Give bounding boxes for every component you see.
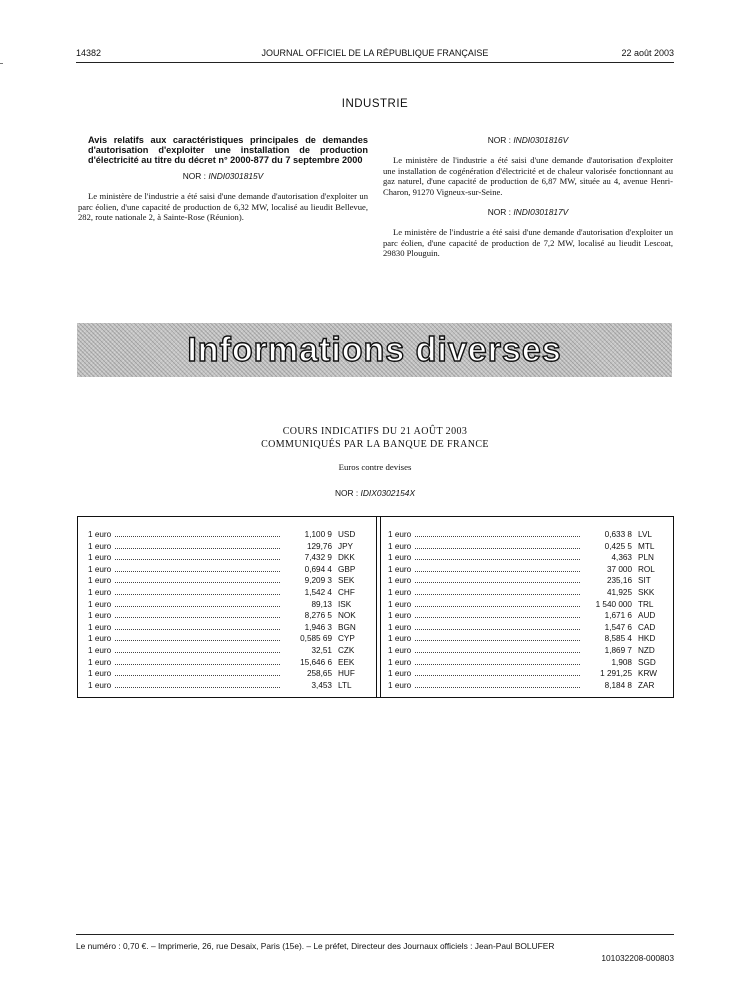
rate-value: 8,184 8 [604,680,632,690]
currency-code: SIT [638,576,651,586]
rate-row [388,633,668,645]
rate-value: 235,16 [606,576,632,586]
currency-code: SGD [638,657,656,667]
cours-subtitle: Euros contre devises [338,462,412,472]
rate-label: 1 euro [388,541,412,551]
rate-label: 1 euro [388,553,412,563]
cours-title-line1: COURS INDICATIFS DU 21 AOÛT 2003 [282,426,468,437]
rate-row [88,552,368,564]
dot-leader [115,687,280,688]
rate-row [88,541,368,553]
rate-label: 1 euro [88,541,112,551]
rate-value: 41,925 [606,587,632,597]
rate-value: 32,51 [311,645,332,655]
avis-text: Le ministère de l'industrie a été saisi d'une demande d'autorisation d'exploiter un parc éolien, d'une capacité de production de 7,2 MW, localisé au lieudit Lescoat, 29830 Plouguin. [383,227,673,258]
table-divider [376,517,381,697]
nor-reference [383,207,673,217]
rate-row [388,610,668,622]
nor-reference [383,135,673,145]
currency-code: LVL [638,530,652,539]
dot-leader [115,629,280,630]
dot-leader [115,617,280,618]
page-footer [76,941,674,963]
rate-label: 1 euro [388,587,412,597]
nor-label: NOR : [487,135,511,145]
nor-code: IDIX0302154X [360,488,416,498]
dot-leader [415,594,580,595]
rate-row [388,599,668,611]
dot-leader [415,652,580,653]
rate-label: 1 euro [88,669,112,679]
dot-leader [115,559,280,560]
exchange-rate-table [77,516,674,698]
issue-date: 22 août 2003 [621,48,674,58]
dot-leader [415,536,580,537]
rate-row [88,622,368,634]
cours-title [76,425,674,451]
rate-row [388,575,668,587]
currency-code: CYP [338,634,355,644]
rate-row [88,657,368,669]
currency-code: GBP [338,564,356,574]
rate-row [88,633,368,645]
currency-code: NOK [338,611,356,621]
currency-code: HKD [638,634,656,644]
dot-leader [415,629,580,630]
currency-code: LTL [338,680,352,690]
rate-label: 1 euro [388,645,412,655]
rate-row [388,668,668,680]
dot-leader [415,559,580,560]
rate-label: 1 euro [88,599,112,609]
dot-leader [415,548,580,549]
rate-row [388,645,668,657]
rate-label: 1 euro [388,634,412,644]
journal-title: JOURNAL OFFICIEL DE LA RÉPUBLIQUE FRANÇAISE [261,48,489,58]
rate-value: 1,908 [611,657,632,667]
rate-label: 1 euro [88,530,112,539]
dot-leader [415,582,580,583]
rate-value: 1,946 3 [304,622,332,632]
avis-text: Le ministère de l'industrie a été saisi d'une demande d'autorisation d'exploiter une installation de cogénération d'électricité et de chaleur valorisée fonctionnant au gaz naturel, d'une capacité de production de 6,87 MW, située au 4, avenue Henri-Charon, 91270 Vigneux-sur-Seine. [383,155,673,197]
rate-value: 0,425 5 [604,541,632,551]
rate-value: 3,453 [311,680,332,690]
nor-code: INDI0301815V [208,171,264,181]
currency-code: EEK [338,657,355,667]
dot-leader [115,675,280,676]
rate-value: 0,633 8 [604,530,632,539]
nor-code: INDI0301817V [513,207,569,217]
dot-leader [115,606,280,607]
rate-label: 1 euro [88,576,112,586]
rate-label: 1 euro [388,530,412,539]
currency-code: MTL [638,541,655,551]
rate-row [388,622,668,634]
rate-value: 1,542 4 [304,587,332,597]
nor-code: INDI0301816V [513,135,569,145]
rate-label: 1 euro [388,611,412,621]
rate-row [388,529,668,541]
rate-label: 1 euro [88,553,112,563]
currency-code: SKK [638,587,655,597]
rate-row [388,657,668,669]
rate-value: 1,869 7 [604,645,632,655]
dot-leader [115,571,280,572]
rate-row [88,610,368,622]
rate-label: 1 euro [388,657,412,667]
rate-label: 1 euro [388,622,412,632]
rate-row [88,564,368,576]
rate-row [88,599,368,611]
currency-code: HUF [338,669,355,679]
currency-code: KRW [638,669,657,679]
currency-code: CAD [638,622,656,632]
rate-label: 1 euro [88,657,112,667]
currency-code: NZD [638,645,655,655]
rate-row [88,668,368,680]
nor-label: NOR : [487,207,511,217]
rate-row [388,587,668,599]
rate-label: 1 euro [388,564,412,574]
dot-leader [115,594,280,595]
currency-code: JPY [338,541,354,551]
cours-nor [76,488,674,498]
currency-code: CZK [338,645,355,655]
nor-label: NOR : [182,171,206,181]
footer-text: Le numéro : 0,70 €. – Imprimerie, 26, rue Desaix, Paris (15e). – Le préfet, Directeur des Journaux officiels : Jean-Paul BOLUFER [76,941,555,951]
nor-reference [78,171,368,181]
rate-row [88,587,368,599]
rate-row [88,645,368,657]
informations-diverses-banner [77,323,672,377]
rate-value: 1,671 6 [604,611,632,621]
rate-value: 0,585 69 [300,634,332,644]
rates-right-column [388,529,668,691]
rate-row [388,552,668,564]
rate-label: 1 euro [88,634,112,644]
rate-row [388,564,668,576]
avis-title: Avis relatifs aux caractéristiques principales de demandes d'autorisation d'exploiter une installation de production d'électricité au titre du décret n° 2000-877 du 7 septembre 2000 [88,135,368,165]
rate-label: 1 euro [88,587,112,597]
rate-value: 89,13 [311,599,332,609]
rate-value: 1 291,25 [600,669,632,679]
dot-leader [415,664,580,665]
left-column [78,135,368,233]
dot-leader [115,664,280,665]
currency-code: ROL [638,564,655,574]
dot-leader [115,582,280,583]
rate-value: 8,585 4 [604,634,632,644]
dot-leader [415,617,580,618]
rate-row [388,541,668,553]
currency-code: SEK [338,576,355,586]
rate-value: 1 540 000 [595,599,632,609]
rate-label: 1 euro [388,669,412,679]
dot-leader [115,640,280,641]
rate-value: 7,432 9 [304,553,332,563]
rate-label: 1 euro [388,680,412,690]
banner-text: Informations diverses [187,330,562,369]
rate-label: 1 euro [88,622,112,632]
currency-code: ZAR [638,680,655,690]
rate-label: 1 euro [388,576,412,586]
right-column [383,135,673,269]
dot-leader [415,675,580,676]
rate-value: 129,76 [306,541,332,551]
rate-value: 258,65 [306,669,332,679]
rate-value: 37 000 [606,564,632,574]
dot-leader [415,571,580,572]
rate-label: 1 euro [88,645,112,655]
header-rule [76,62,674,63]
dot-leader [415,687,580,688]
rate-label: 1 euro [88,680,112,690]
rate-value: 8,276 5 [304,611,332,621]
currency-code: AUD [638,611,656,621]
rate-value: 1,100 9 [304,530,332,539]
dot-leader [115,536,280,537]
rate-value: 9,209 3 [304,576,332,586]
section-title: INDUSTRIE [341,98,409,110]
currency-code: ISK [338,599,352,609]
rate-value: 4,363 [611,553,632,563]
currency-code: USD [338,530,356,539]
avis-text: Le ministère de l'industrie a été saisi d'une demande d'autorisation d'exploiter un parc éolien, d'une capacité de production de 6,32 MW, localisé au lieudit Bellevue, 282, route nationale 2, à Sainte-Rose (Réunion). [78,191,368,222]
rate-value: 1,547 6 [604,622,632,632]
currency-code: PLN [638,553,654,563]
rate-row [88,575,368,587]
page-number: 14382 [76,48,102,58]
currency-code: BGN [338,622,356,632]
rate-row [388,680,668,692]
rate-value: 15,646 6 [300,657,332,667]
dot-leader [115,548,280,549]
margin-mark [0,63,3,64]
rate-label: 1 euro [88,611,112,621]
rate-value: 0,694 4 [304,564,332,574]
currency-code: DKK [338,553,355,563]
nor-label: NOR : [334,488,359,498]
footer-rule [76,934,674,935]
rates-left-column [88,529,368,691]
dot-leader [415,606,580,607]
rate-label: 1 euro [88,564,112,574]
dot-leader [415,640,580,641]
rate-row [88,529,368,541]
currency-code: TRL [638,599,654,609]
rate-row [88,680,368,692]
cours-title-line2: COMMUNIQUÉS PAR LA BANQUE DE FRANCE [261,439,489,450]
footer-code: 101032208-000803 [601,953,674,963]
currency-code: CHF [338,587,355,597]
dot-leader [115,652,280,653]
rate-label: 1 euro [388,599,412,609]
